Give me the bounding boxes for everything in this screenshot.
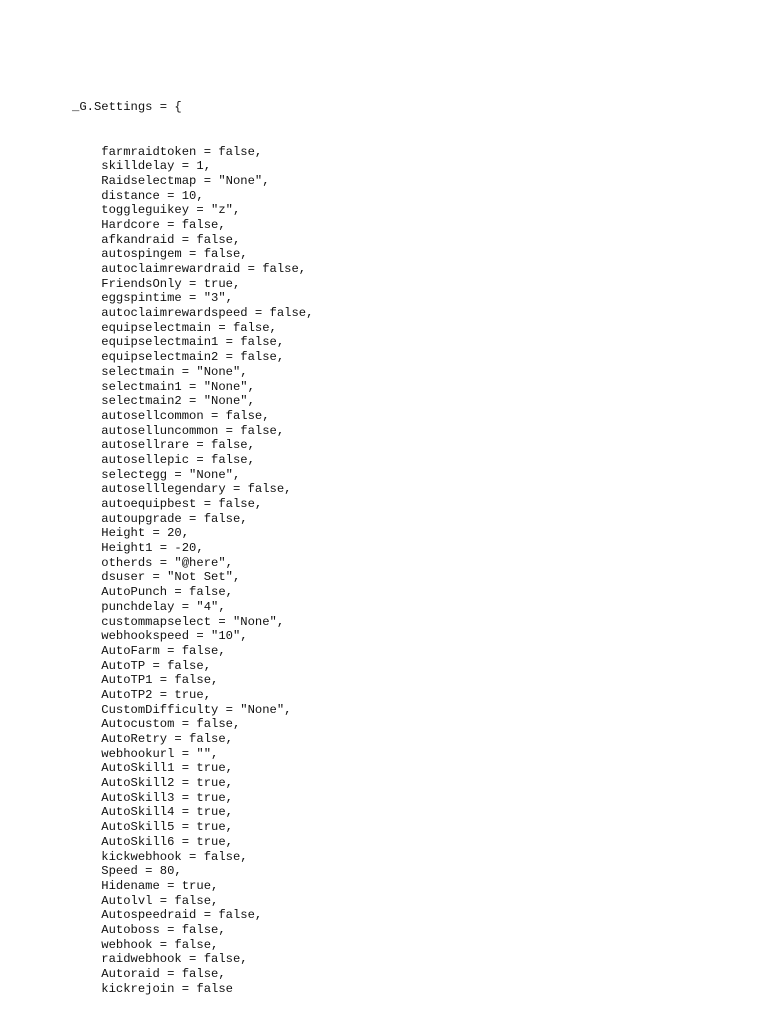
settings-line: autosellcommon = false, xyxy=(101,408,270,423)
settings-line: raidwebhook = false, xyxy=(101,952,248,967)
settings-line: distance = 10, xyxy=(101,188,204,203)
settings-line: selectegg = "None", xyxy=(101,467,241,482)
settings-line: autospingem = false, xyxy=(101,247,248,262)
settings-line: eggspintime = "3", xyxy=(101,291,233,306)
settings-lines xyxy=(72,145,313,997)
settings-line: AutoSkill6 = true, xyxy=(101,834,233,849)
settings-line: AutoSkill5 = true, xyxy=(101,820,233,835)
settings-line: Autolvl = false, xyxy=(101,893,219,908)
settings-line: autoselllegendary = false, xyxy=(101,482,292,497)
settings-line: AutoTP = false, xyxy=(101,658,212,673)
settings-line: equipselectmain2 = false, xyxy=(101,350,285,365)
settings-line: afkandraid = false, xyxy=(101,232,241,247)
settings-line: Autospeedraid = false, xyxy=(101,908,263,923)
settings-line: Autoboss = false, xyxy=(101,922,226,937)
settings-line: webhook = false, xyxy=(101,937,219,952)
settings-line: AutoFarm = false, xyxy=(101,643,226,658)
settings-line: AutoSkill3 = true, xyxy=(101,790,233,805)
settings-line: autoselluncommon = false, xyxy=(101,423,285,438)
settings-line: AutoSkill2 = true, xyxy=(101,776,233,791)
settings-line: FriendsOnly = true, xyxy=(101,276,241,291)
settings-line: AutoTP1 = false, xyxy=(101,673,219,688)
settings-line: autoequipbest = false, xyxy=(101,497,263,511)
settings-line: AutoSkill1 = true, xyxy=(101,761,233,776)
settings-line: toggleguikey = "z", xyxy=(101,203,241,218)
settings-line: custommapselect = "None", xyxy=(101,614,285,629)
settings-line: autoupgrade = false, xyxy=(101,511,248,526)
settings-line: equipselectmain = false, xyxy=(101,320,277,335)
settings-line: autoclaimrewardspeed = false, xyxy=(101,306,314,321)
settings-line: equipselectmain1 = false, xyxy=(101,335,285,350)
settings-line: kickrejoin = false xyxy=(101,981,233,996)
settings-line: webhookspeed = "10", xyxy=(101,629,248,644)
settings-line: AutoRetry = false, xyxy=(101,732,233,746)
settings-line: AutoPunch = false, xyxy=(101,585,233,600)
settings-line: selectmain1 = "None", xyxy=(101,379,255,394)
settings-line: farmraidtoken = false, xyxy=(101,144,263,159)
settings-line: punchdelay = "4", xyxy=(101,599,226,614)
settings-line: Height1 = -20, xyxy=(101,541,204,556)
settings-line: autoclaimrewardraid = false, xyxy=(101,262,307,276)
settings-line: dsuser = "Not Set", xyxy=(101,570,241,585)
settings-line: AutoTP2 = true, xyxy=(101,687,212,702)
settings-line: otherds = "@here", xyxy=(101,555,233,570)
settings-code-block xyxy=(72,71,313,1011)
settings-line: Speed = 80, xyxy=(101,864,182,879)
settings-line: skilldelay = 1, xyxy=(101,159,212,174)
settings-line: Raidselectmap = "None", xyxy=(101,173,270,188)
settings-line: selectmain2 = "None", xyxy=(101,394,255,409)
settings-line: AutoSkill4 = true, xyxy=(101,805,233,820)
settings-line: webhookurl = "", xyxy=(101,746,219,761)
settings-line: kickwebhook = false, xyxy=(101,849,248,864)
settings-line: Hardcore = false, xyxy=(101,217,226,232)
settings-line: CustomDifficulty = "None", xyxy=(101,702,292,717)
settings-line: autosellrare = false, xyxy=(101,438,255,453)
settings-line: Hidename = true, xyxy=(101,878,219,893)
settings-header-line: _G.Settings = { xyxy=(72,100,182,115)
settings-line: autosellepic = false, xyxy=(101,452,255,467)
settings-line: Height = 20, xyxy=(101,526,190,541)
settings-line: Autocustom = false, xyxy=(101,717,241,732)
settings-line: selectmain = "None", xyxy=(101,364,248,379)
settings-line: Autoraid = false, xyxy=(101,967,226,981)
